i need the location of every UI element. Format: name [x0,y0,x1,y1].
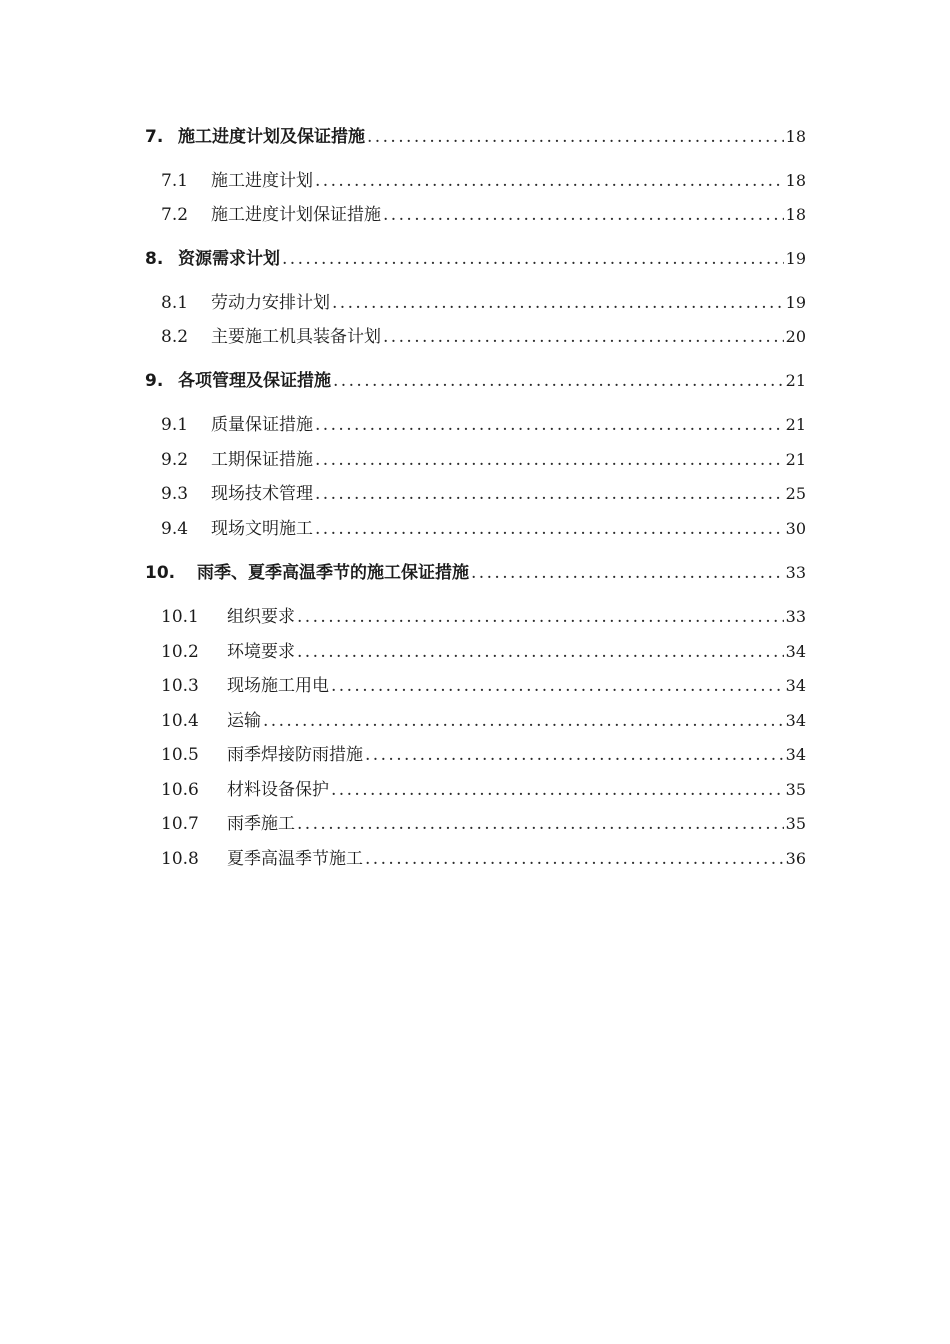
toc-leader [315,414,784,436]
toc-number: 10.1 [161,607,199,627]
toc-page-number: 34 [785,745,806,764]
toc-title: 劳动力安排计划 [211,293,330,313]
toc-leader [383,326,784,348]
toc-page-number: 36 [785,849,806,868]
toc-number: 10.4 [161,711,199,731]
toc-title: 现场施工用电 [227,676,329,696]
toc-entry-7[interactable] [145,126,806,148]
toc-leader [333,370,784,392]
toc-page-number: 21 [785,415,806,434]
toc-title: 资源需求计划 [178,249,280,269]
toc-page-number: 35 [785,814,806,833]
toc-entry-10-5[interactable] [145,744,806,766]
toc-page-number: 18 [785,205,806,224]
toc-page-number: 33 [785,607,806,626]
toc-number: 9. [145,371,164,391]
toc-entry-8-1[interactable] [145,292,806,314]
toc-leader [367,126,784,148]
toc-entry-10-1[interactable] [145,606,806,628]
toc-number: 8.2 [161,327,189,347]
toc-entry-10-4[interactable] [145,710,806,732]
toc-title: 材料设备保护 [227,780,329,800]
toc-entry-10-3[interactable] [145,675,806,697]
toc-leader [331,675,784,697]
toc-page-number: 20 [785,327,806,346]
toc-entry-7-1[interactable] [145,170,806,192]
toc-leader [315,483,784,505]
toc-leader [365,848,784,870]
toc-title: 现场技术管理 [211,484,313,504]
toc-page-number: 25 [785,484,806,503]
toc-title: 夏季高温季节施工 [227,849,363,869]
toc-number: 10. [145,563,176,583]
toc-leader [315,449,784,471]
toc-entry-10-8[interactable] [145,848,806,870]
toc-entry-10[interactable] [145,562,806,584]
toc-entry-9[interactable] [145,370,806,392]
toc-leader [315,170,784,192]
toc-title: 雨季施工 [227,814,295,834]
toc-title: 各项管理及保证措施 [178,371,331,391]
toc-title: 主要施工机具装备计划 [211,327,381,347]
toc-number: 9.1 [161,415,189,435]
toc-page-number: 19 [785,293,806,312]
toc-number: 9.4 [161,519,189,539]
toc-number: 7.1 [161,171,189,191]
toc-title: 施工进度计划 [211,171,313,191]
toc-title: 工期保证措施 [211,450,313,470]
toc-entry-8[interactable] [145,248,806,270]
toc-entry-10-6[interactable] [145,779,806,801]
toc-number: 9.2 [161,450,189,470]
toc-number: 8.1 [161,293,189,313]
toc-page-number: 19 [785,249,806,268]
toc-number: 10.6 [161,780,199,800]
toc-number: 10.2 [161,642,199,662]
toc-page-number: 34 [785,676,806,695]
toc-number: 10.5 [161,745,199,765]
toc-leader [297,641,784,663]
toc-page-number: 35 [785,780,806,799]
toc-title: 雨季焊接防雨措施 [227,745,363,765]
toc-entry-10-2[interactable] [145,641,806,663]
toc-leader [297,606,784,628]
toc-leader [365,744,784,766]
toc-leader [471,562,784,584]
toc-entry-8-2[interactable] [145,326,806,348]
toc-page-number: 18 [785,127,806,146]
toc-title: 现场文明施工 [211,519,313,539]
toc-number: 7.2 [161,205,189,225]
toc-number: 10.7 [161,814,199,834]
toc-title: 组织要求 [227,607,295,627]
toc-title: 环境要求 [227,642,295,662]
toc-entry-9-3[interactable] [145,483,806,505]
toc-leader [297,813,784,835]
toc-leader [282,248,784,270]
toc-page-number: 34 [785,642,806,661]
toc-title: 施工进度计划保证措施 [211,205,381,225]
toc-title: 施工进度计划及保证措施 [178,127,365,147]
toc-number: 10.8 [161,849,199,869]
toc-title: 质量保证措施 [211,415,313,435]
toc-number: 9.3 [161,484,189,504]
toc-entry-9-2[interactable] [145,449,806,471]
toc-number: 10.3 [161,676,199,696]
toc-entry-7-2[interactable] [145,204,806,226]
toc-leader [383,204,784,226]
toc-title: 雨季、夏季高温季节的施工保证措施 [197,563,469,583]
toc-page-number: 21 [785,450,806,469]
toc-leader [332,292,784,314]
toc-number: 8. [145,249,164,269]
toc-title: 运输 [227,711,261,731]
toc-page-number: 34 [785,711,806,730]
toc-leader [263,710,784,732]
toc-page-number: 21 [785,371,806,390]
toc-entry-10-7[interactable] [145,813,806,835]
toc-number: 7. [145,127,164,147]
toc-entry-9-1[interactable] [145,414,806,436]
toc-leader [331,779,784,801]
toc-page-number: 30 [785,519,806,538]
toc-page-number: 33 [785,563,806,582]
toc-entry-9-4[interactable] [145,518,806,540]
toc-page-number: 18 [785,171,806,190]
toc-leader [315,518,784,540]
